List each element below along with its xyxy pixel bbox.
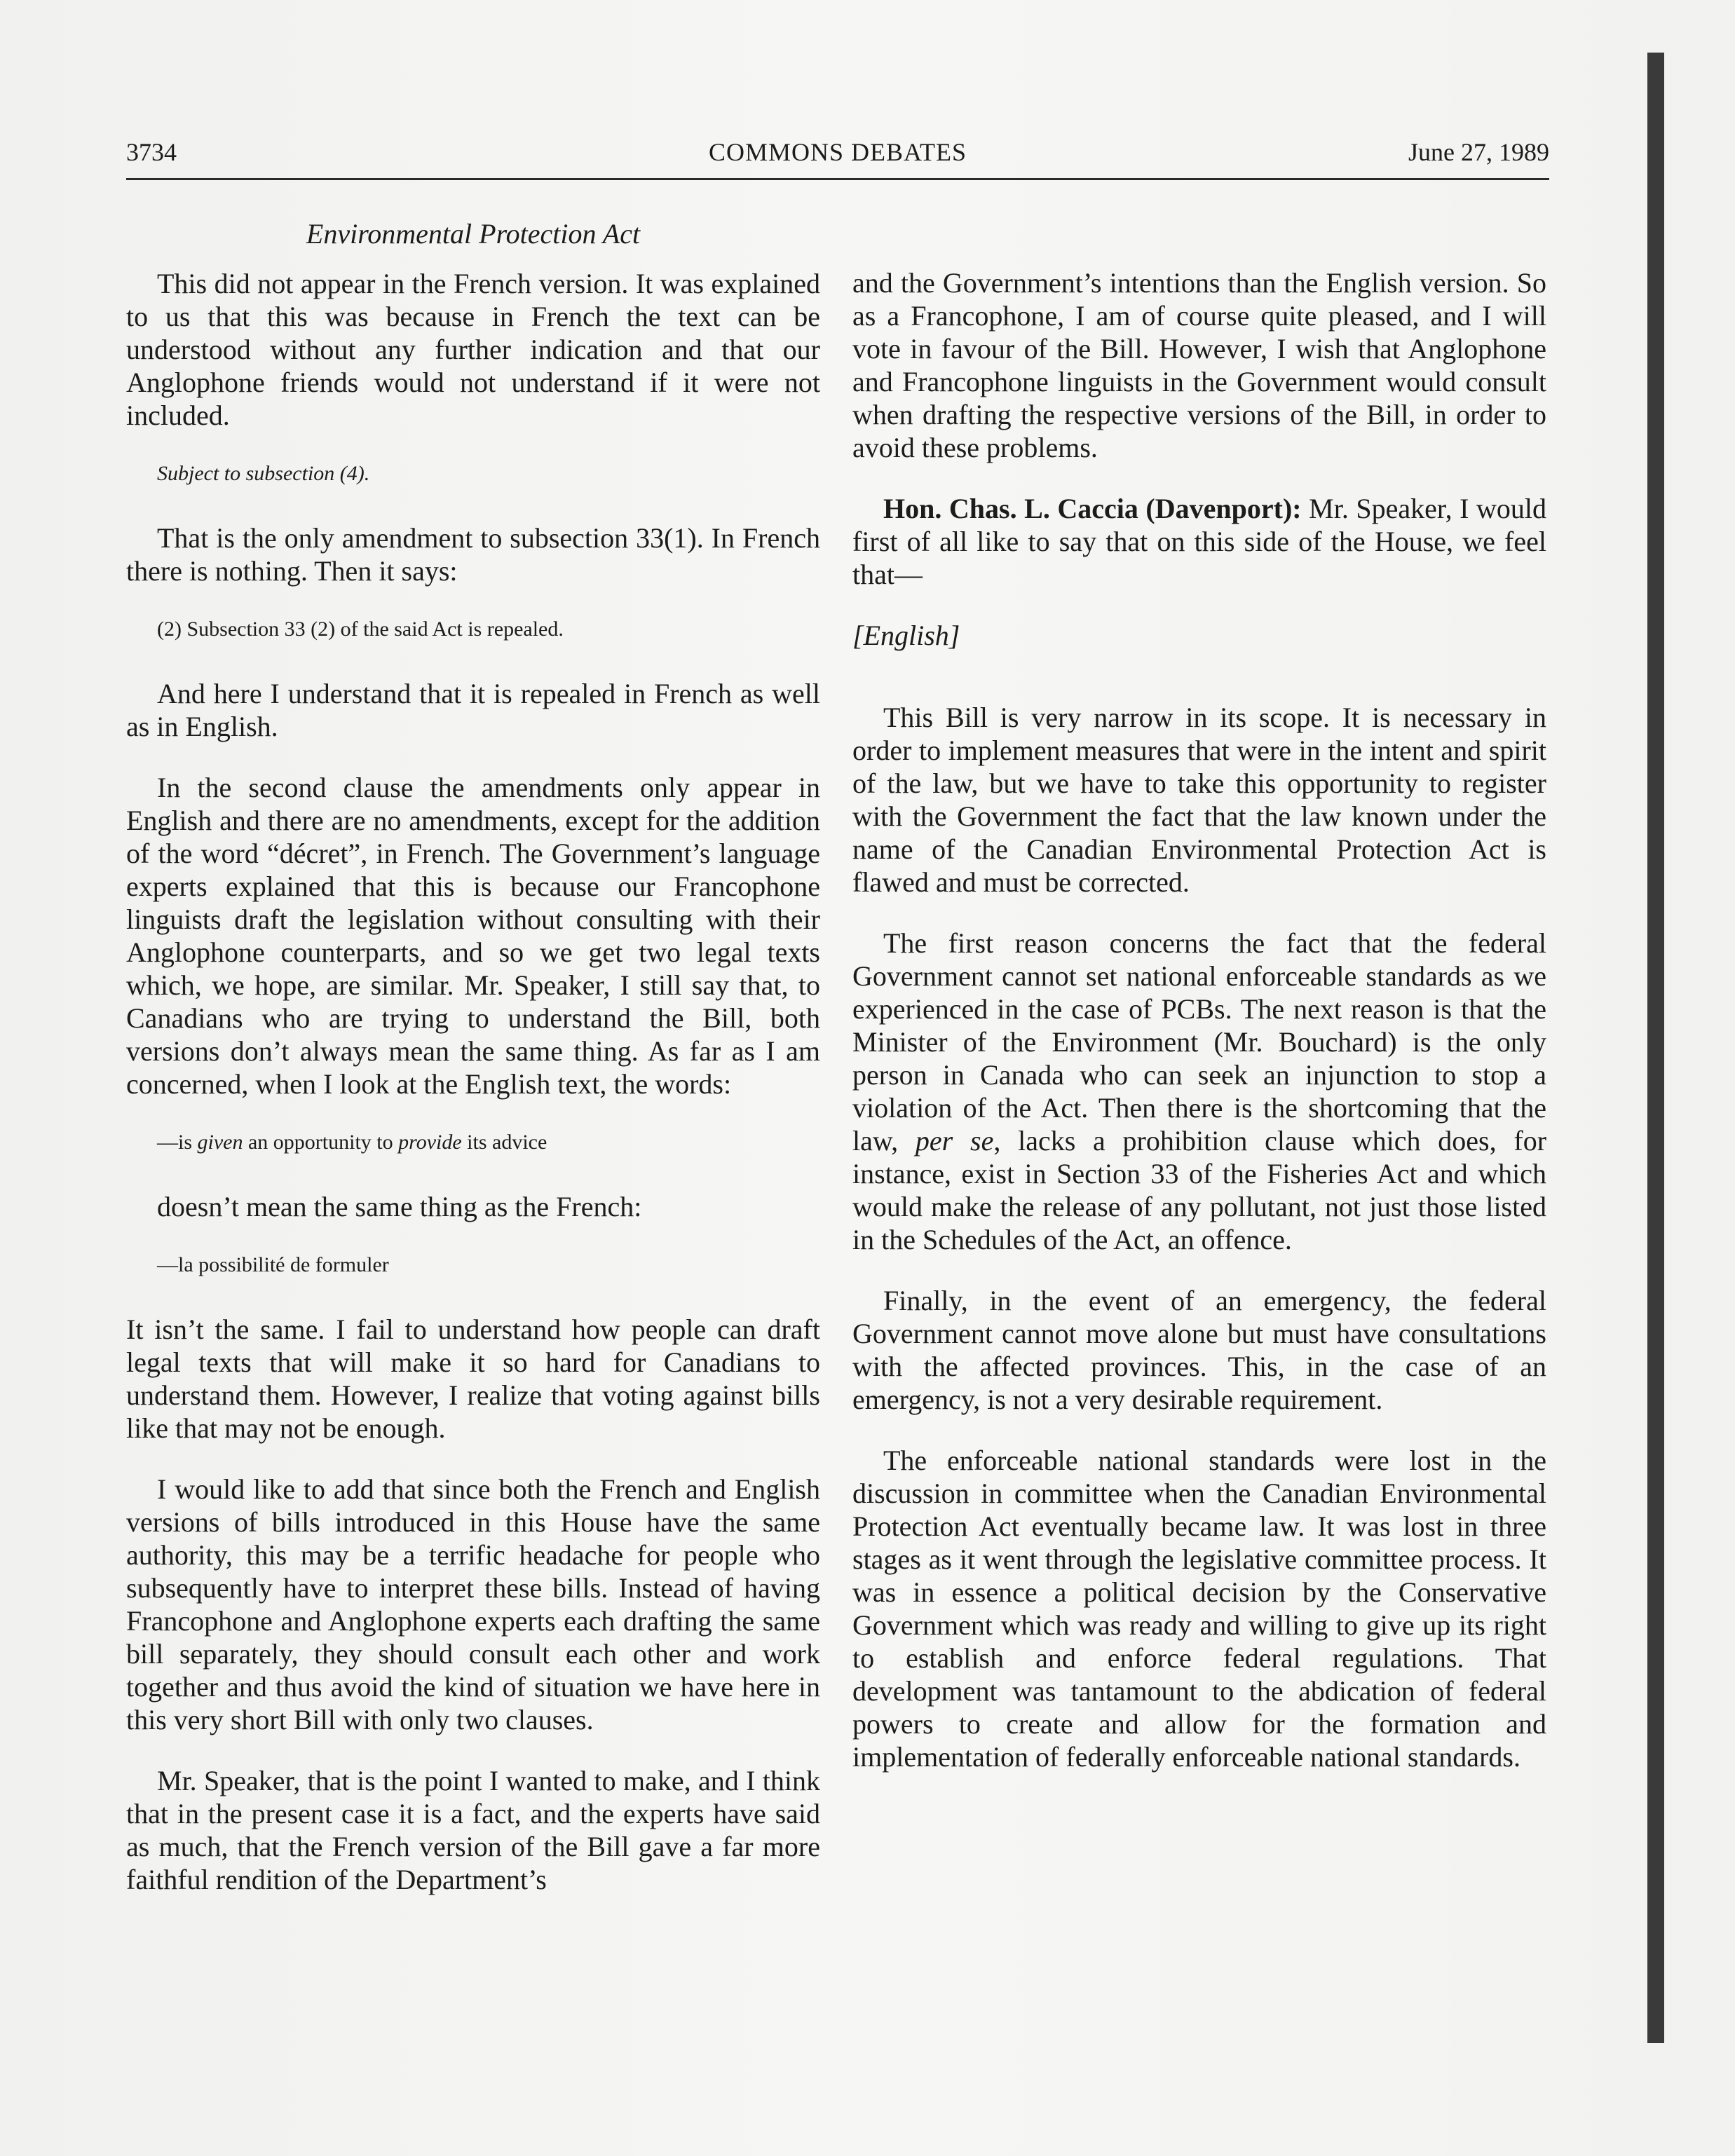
paragraph: It isn’t the same. I fail to understand how people can draft legal texts that will make it so hard for Canadians to understand them. However, I realize that voting against bills like that may not be enough. bbox=[126, 1314, 820, 1444]
paragraph: In the second clause the amendments only appear in English and there are no amendments, except for the addition of the word “décret”, in French. The Government’s language experts explained that this is because our Francophone linguists draft the legislation without consulting with their Anglophone counterparts, and so we get two legal texts which, we hope, are similar. Mr. Speaker, I still say that, to Canadians who are trying to understand the Bill, both versions don’t always mean the same thing. As far as I am concerned, when I look at the English text, the words: bbox=[126, 772, 820, 1100]
paragraph: Finally, in the event of an emergency, the federal Government cannot move alone but must have consultations with the affected provinces. This, in the case of an emergency, is not a very desirable requirement. bbox=[852, 1285, 1546, 1415]
text-fragment-italic: per se bbox=[915, 1125, 994, 1157]
quote-fragment-italic: given bbox=[197, 1131, 243, 1154]
paragraph: Mr. Speaker, that is the point I wanted to make, and I think that in the present case it is a fact, and the experts have said as much, that the French version of the Bill gave a far more faithful rendition of the Department’s bbox=[126, 1765, 820, 1895]
quoted-text: —la possibilité de formuler bbox=[157, 1253, 389, 1276]
quote-fragment-italic: provide bbox=[398, 1131, 462, 1154]
page-number: 3734 bbox=[126, 138, 177, 166]
speech-text: Mr. Speaker, I would first of all like to say that on this side of the House, we feel that— bbox=[852, 493, 1546, 590]
page-header bbox=[126, 137, 1549, 182]
language-marker: [English] bbox=[852, 620, 960, 651]
publication-date: June 27, 1989 bbox=[1408, 138, 1549, 166]
paragraph: doesn’t mean the same thing as the French: bbox=[157, 1191, 642, 1222]
paragraph bbox=[852, 927, 1546, 1256]
quoted-text: Subject to subsection (4). bbox=[157, 462, 370, 485]
paragraph: This Bill is very narrow in its scope. It is necessary in order to implement measures that were in the intent and spirit of the law, but we have to take this opportunity to register with the Government the fact that the law known under the name of the Canadian Environmental Protection Act is flawed and must be corrected. bbox=[852, 702, 1546, 898]
speaker-name: Hon. Chas. L. Caccia (Davenport): bbox=[883, 493, 1302, 524]
quote-fragment: its advice bbox=[461, 1131, 547, 1154]
quoted-text: (2) Subsection 33 (2) of the said Act is repealed. bbox=[157, 618, 564, 641]
quoted-text bbox=[157, 1128, 820, 1157]
quote-fragment: —is bbox=[157, 1131, 198, 1154]
paragraph: That is the only amendment to subsection 33(1). In French there is nothing. Then it says: bbox=[126, 522, 820, 587]
paragraph bbox=[852, 492, 1546, 591]
text-fragment: The first reason concerns the fact that the federal Government cannot set national enforceable standards as we experienced in the case of PCBs. The next reason is that the Minister of the Environment (Mr. Bouchard) is the only person in Canada who can seek an injunction to stop a violation of the Act. Then there is the shortcoming that the law, bbox=[852, 927, 1546, 1157]
left-column bbox=[126, 217, 820, 1924]
paragraph: The enforceable national standards were lost in the discussion in committee when the Canadian Environmental Protection Act eventually became law. It was lost in three stages as it went through the legislative committee process. It was in essence a political decision by the Conservative Government which was ready and willing to give up its right to establish and enforce federal regulations. That development was tantamount to the abdication of federal powers to create and allow for the formation and implementation of federally enforceable national standards. bbox=[852, 1445, 1546, 1773]
right-column bbox=[852, 217, 1546, 1801]
section-title: Environmental Protection Act bbox=[306, 218, 641, 250]
paragraph: I would like to add that since both the French and English versions of bills introduced in this House have the same authority, this may be a terrific headache for people who subsequently have to interpret these bills. Instead of having Francophone and Anglophone experts each drafting the same bill separately, they should consult each other and work together and thus avoid the kind of situation we have here in this very short Bill with only two clauses. bbox=[126, 1473, 820, 1735]
text-fragment: , lacks a prohibition clause which does, for instance, exist in Section 33 of the Fisheries Act and which would make the release of any pollutant, not just those listed in the Schedules of the Act, an offence. bbox=[852, 1125, 1547, 1255]
quote-fragment: an opportunity to bbox=[243, 1131, 399, 1154]
publication-title: COMMONS DEBATES bbox=[708, 138, 967, 166]
paragraph: And here I understand that it is repealed in French as well as in English. bbox=[126, 678, 820, 742]
scan-edge-bar bbox=[1647, 53, 1664, 2043]
paragraph: This did not appear in the French version. It was explained to us that this was because in French the text can be understood without any further indication and that our Anglophone friends would not understand if it were not included. bbox=[126, 268, 820, 431]
header-rule bbox=[126, 178, 1549, 180]
paragraph: and the Government’s intentions than the English version. So as a Francophone, I am of course quite pleased, and I will vote in favour of the Bill. However, I wish that Anglophone and Francophone linguists in the Government would consult when drafting the respective versions of the Bill, in order to avoid these problems. bbox=[852, 267, 1546, 463]
